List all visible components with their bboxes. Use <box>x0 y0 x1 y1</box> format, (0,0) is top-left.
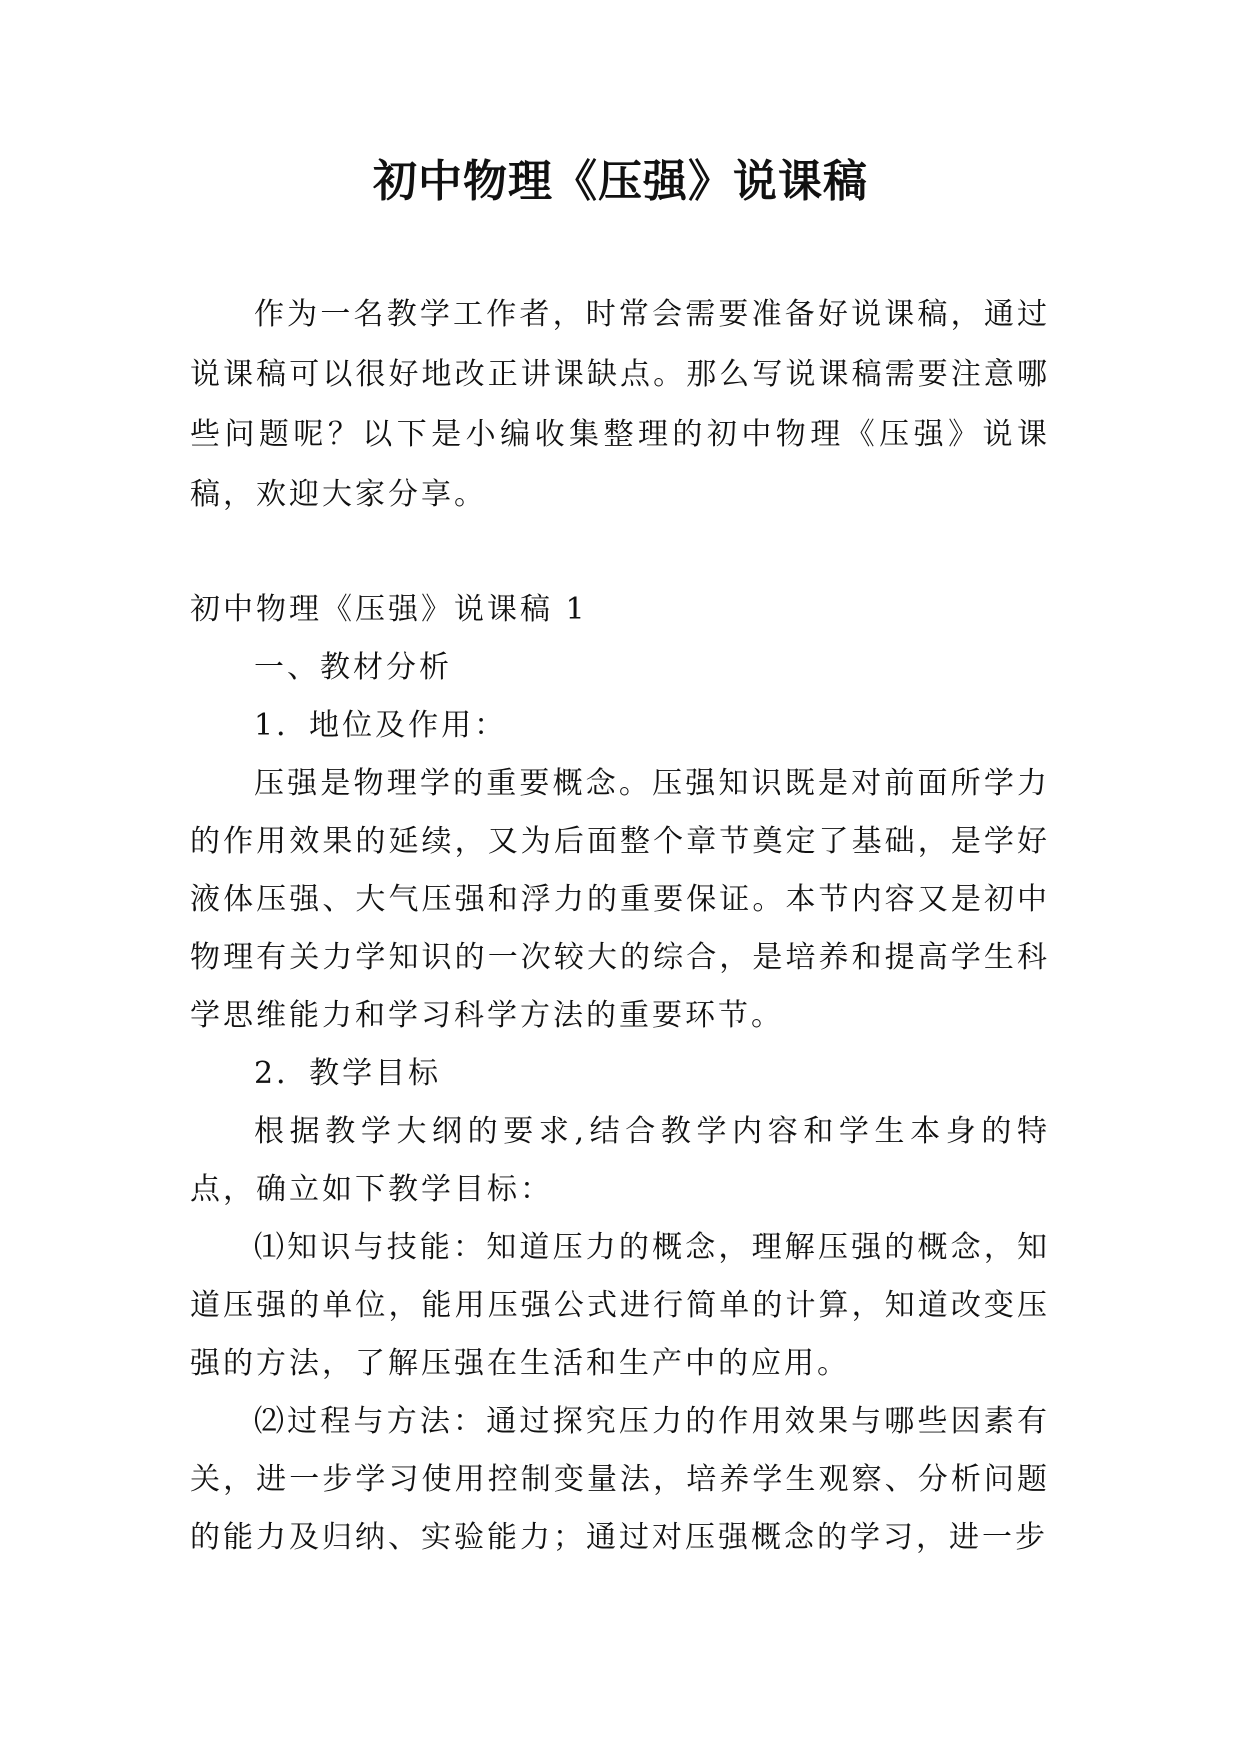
goal-knowledge-skills: ⑴知识与技能：知道压力的概念，理解压强的概念，知道压强的单位，能用压强公式进行简单的计算，知道改变压强的方法，了解压强在生活和生产中的应用。 <box>190 1230 1050 1381</box>
heading-position-and-role: 1．地位及作用： <box>254 708 508 743</box>
intro-paragraph: 作为一名教学工作者，时常会需要准备好说课稿，通过说课稿可以很好地改正讲课缺点。那么写说课稿需要注意哪些问题呢？以下是小编收集整理的初中物理《压强》说课稿，欢迎大家分享。 <box>190 297 1050 512</box>
document-title: 初中物理《压强》说课稿 <box>373 156 868 207</box>
paragraph-teaching-goals: 根据教学大纲的要求,结合教学内容和学生本身的特点，确立如下教学目标： <box>190 1114 1050 1207</box>
goal-process-method: ⑵过程与方法：通过探究压力的作用效果与哪些因素有关，进一步学习使用控制变量法，培养学生观察、分析问题的能力及归纳、实验能力；通过对压强概念的学习，进一步 <box>190 1404 1050 1555</box>
document-body <box>190 285 1050 1567</box>
heading-teaching-goals: 2．教学目标 <box>254 1056 442 1091</box>
heading-textbook-analysis: 一、教材分析 <box>254 650 452 685</box>
paragraph-position-and-role: 压强是物理学的重要概念。压强知识既是对前面所学力的作用效果的延续，又为后面整个章节奠定了基础，是学好液体压强、大气压强和浮力的重要保证。本节内容又是初中物理有关力学知识的一次较大的综合，是培养和提高学生科学思维能力和学习科学方法的重要环节。 <box>190 766 1050 1033</box>
section-title: 初中物理《压强》说课稿 1 <box>190 592 588 627</box>
